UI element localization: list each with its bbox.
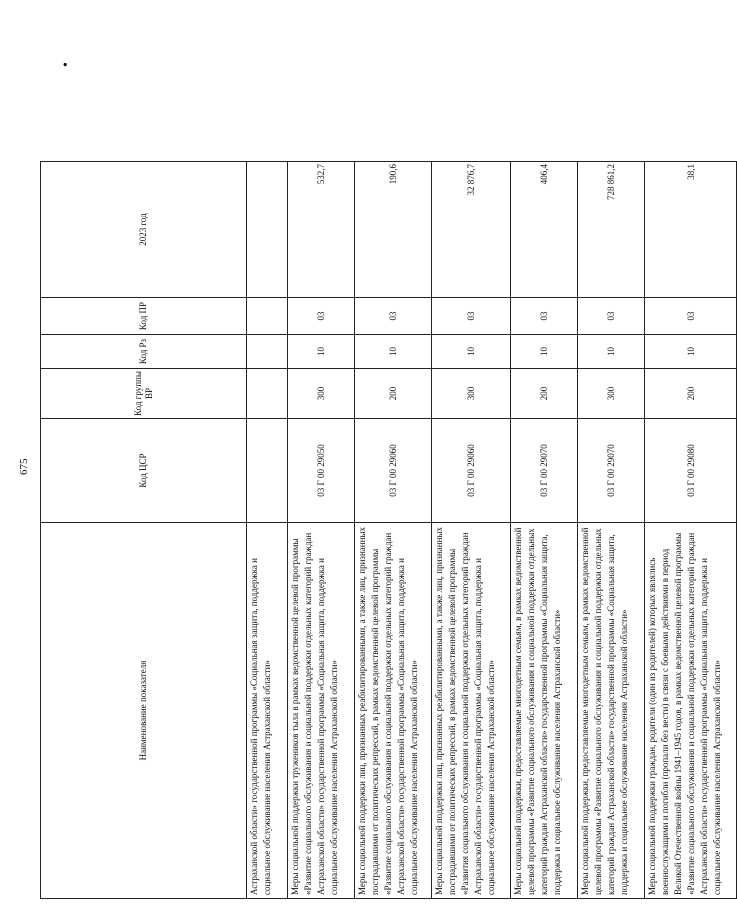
row-rz: 10 xyxy=(355,335,432,369)
table-row xyxy=(432,162,511,899)
row-name: Меры социальной поддержки лиц, признанных реабилитированными, а также лиц, признанных пострадавшими от политических репрессий, в рамках ведомственной целевой программы «Развитие социального обслуживания и социальной поддержки отдельных категорий граждан Астраханской области» государственной программы «Социальная защита, поддержка и социальное обслуживание населения Астраханской области» xyxy=(355,523,432,899)
row-rz: 10 xyxy=(432,335,511,369)
header-pr: Код ПР xyxy=(41,298,247,335)
row-year: 32 876,7 xyxy=(432,162,511,298)
row-vr: 200 xyxy=(645,369,737,419)
header-rz: Код Рз xyxy=(41,335,247,369)
header-vr: Код группы ВР xyxy=(41,369,247,419)
table-row xyxy=(247,162,288,899)
header-csr: Код ЦСР xyxy=(41,419,247,523)
row-rz: 10 xyxy=(578,335,645,369)
page-number: 675 xyxy=(18,458,30,475)
row-pr: 03 xyxy=(578,298,645,335)
budget-table xyxy=(40,161,737,899)
row-vr: 300 xyxy=(432,369,511,419)
row-csr: 03 Г 00 29070 xyxy=(578,419,645,523)
row-rz: 10 xyxy=(645,335,737,369)
row-pr: 03 xyxy=(355,298,432,335)
table-header-row xyxy=(41,162,247,899)
row-year: 406,4 xyxy=(511,162,578,298)
row-name: Меры социальной поддержки, предоставляемые многодетным семьям, в рамках ведомственной целевой программы «Развитие социального обслуживания и социальной поддержки отдельных категорий граждан Астраханской области» государственной программы «Социальная защита, поддержка и социальное обслуживание населения Астраханской области» xyxy=(511,523,578,899)
row-name: Меры социальной поддержки граждан, родители (один из родителей) которых являлись военнослужащими и погибли (пропали без вести) в связи с боевыми действиями в период Великой Отечественной войны 1941–1945 годов, в рамках ведомственной целевой программы «Развитие социального обслуживания и социальной поддержки отдельных категорий граждан Астраханской области» государственной программы «Социальная защита, поддержка и социальное обслуживание населения Астраханской области» xyxy=(645,523,737,899)
row-name: Меры социальной поддержки тружеников тыла в рамках ведомственной целевой программы «Развитие социального обслуживания и социальной поддержки отдельных категорий граждан Астраханской области» государственной программы «Социальная защита, поддержка и социальное обслуживание населения Астраханской области» xyxy=(288,523,355,899)
scan-mark: • xyxy=(59,62,74,67)
row-name: Астраханской области» государственной программы «Социальная защита, поддержка и социальное обслуживание населения Астраханской области» xyxy=(247,523,288,899)
row-name: Меры социальной поддержки лиц, признанных реабилитированными, а также лиц, признанных пострадавшими от политических репрессий, в рамках ведомственной целевой программы «Развития социального обслуживания и социальной поддержки отдельных категорий граждан Астраханской области» государственной программы «Социальная защита, поддержка и социальное обслуживание населения Астраханской области» xyxy=(432,523,511,899)
row-pr: 03 xyxy=(645,298,737,335)
row-vr: 300 xyxy=(578,369,645,419)
table-row xyxy=(288,162,355,899)
table-row xyxy=(511,162,578,899)
row-year: 190,6 xyxy=(355,162,432,298)
row-year xyxy=(247,162,288,298)
row-pr: 03 xyxy=(511,298,578,335)
row-csr: 03 Г 00 29070 xyxy=(511,419,578,523)
row-vr: 200 xyxy=(511,369,578,419)
row-year: 38,1 xyxy=(645,162,737,298)
row-pr: 03 xyxy=(432,298,511,335)
row-pr: 03 xyxy=(288,298,355,335)
table-row xyxy=(645,162,737,899)
row-rz xyxy=(247,335,288,369)
header-name: Наименование показателя xyxy=(41,523,247,899)
row-vr: 300 xyxy=(288,369,355,419)
table-row xyxy=(355,162,432,899)
row-csr: 03 Г 00 29050 xyxy=(288,419,355,523)
row-csr: 03 Г 00 29060 xyxy=(355,419,432,523)
row-year: 532,7 xyxy=(288,162,355,298)
row-year: 728 861,2 xyxy=(578,162,645,298)
row-csr: 03 Г 00 29080 xyxy=(645,419,737,523)
row-csr: 03 Г 00 29060 xyxy=(432,419,511,523)
row-rz: 10 xyxy=(511,335,578,369)
header-year: 2023 год xyxy=(41,162,247,298)
row-csr xyxy=(247,419,288,523)
row-vr: 200 xyxy=(355,369,432,419)
row-pr xyxy=(247,298,288,335)
row-vr xyxy=(247,369,288,419)
table-row xyxy=(578,162,645,899)
row-name: Меры социальной поддержки, предоставляемые многодетным семьям, в рамках ведомственной целевой программы «Развитие социального обслуживания и социальной поддержки отдельных категорий граждан Астраханской области» государственной программы «Социальная защита, поддержка и социальное обслуживание населения Астраханской области» xyxy=(578,523,645,899)
row-rz: 10 xyxy=(288,335,355,369)
